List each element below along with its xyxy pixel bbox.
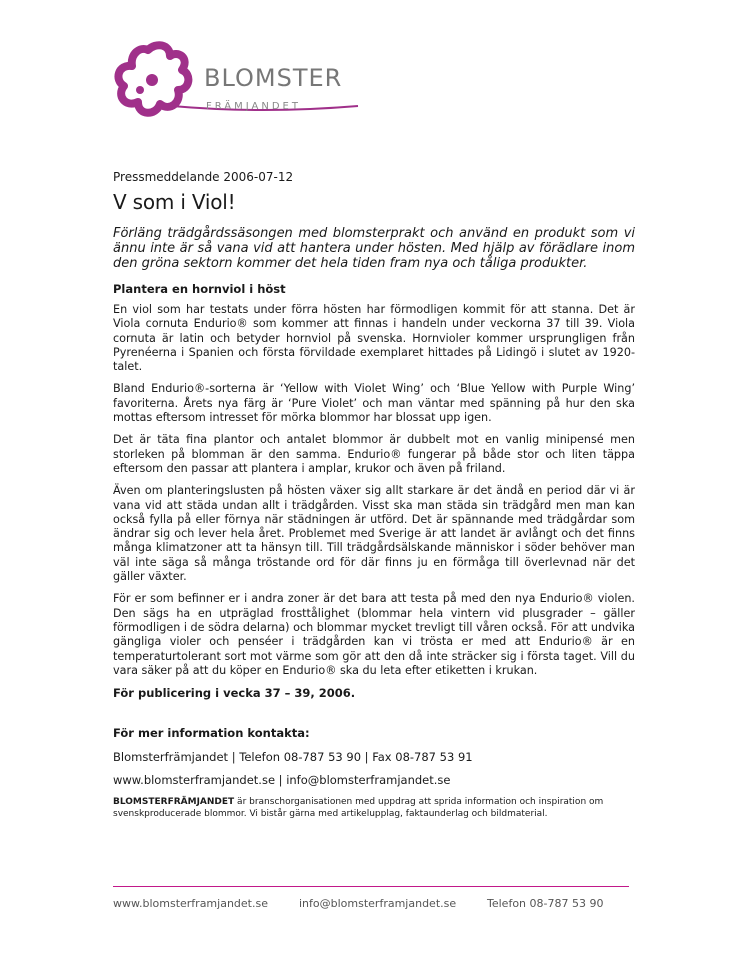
body-paragraph: En viol som har testats under förra hösten har förmodligen kommit för att stanna. Det är Viola cornuta Endurio® som kommer att finnas i handeln under veckorna 37 till 39. Viola cornuta är latin och betyder hornviol på svenska. Hornvioler kommer ursprungligen från Pyrenéerna i Spanien och första förvildade exemplaret hittades på Lidingö i slutet av 1920-talet. [113,303,635,374]
contact-phone-line: Blomsterfrämjandet | Telefon 08-787 53 90 | Fax 08-787 53 91 [113,750,473,765]
press-release [113,170,635,820]
body-paragraph: Bland Endurio®-sorterna är ‘Yellow with Violet Wing’ och ‘Blue Yellow with Purple Wing’ favoriterna. Årets nya färg är ‘Pure Violet’ och man väntar med spänning på hur den ska mottas eftersom intresset för mörka blommor har blossat upp igen. [113,382,635,425]
organization-name: BLOMSTERFRÄMJANDET [113,797,235,808]
contact-heading: För mer information kontakta: [113,726,310,741]
footer-email-link[interactable]: info@blomsterframjandet.se [299,897,457,910]
organization-note [113,796,635,820]
logo-name: BLOMSTER [204,64,343,92]
footer-website-link[interactable]: www.blomsterframjandet.se [113,897,268,910]
contact-web-line: www.blomsterframjandet.se | info@blomsterframjandet.se [113,773,451,788]
dateline: Pressmeddelande 2006-07-12 [113,170,294,184]
footer-phone: Telefon 08-787 53 90 [487,897,604,910]
section-heading: Plantera en hornviol i höst [113,282,286,296]
lead-paragraph: Förläng trädgårdssäsongen med blomsterprakt och använd en produkt som vi ännu inte är så vana vid att hantera under hösten. Med hjälp av förädlare inom den gröna sektorn kommer det hela tiden fram nya och tåliga produkter. [113,226,635,271]
body-paragraph: Även om planteringslusten på hösten växer sig allt starkare är det ändå en period där vi är vana vid att städa undan allt i trädgården. Visst ska man städa sin trädgård men man kan också fylla på eller förnya när städningen är utförd. Det är spännande med trädgårdar som ändrar sig och lever hela året. Problemet med Sverige är att landet är avlångt och det finns många klimatzoner att ta hänsyn till. Till trädgårdsälskande människor i söder behöver man väl inte säga så många tröstande ord för där finns ju en förmåga till överlevnad när det gäller växter. [113,484,635,584]
body-paragraph: Det är täta fina plantor och antalet blommor är dubbelt mot en vanlig minipensé men storleken på blomman är den samma. Endurio® fungerar på både stor och liten täppa eftersom den passar att plantera i amplar, krukor och även på friland. [113,433,635,475]
logo-subtitle: FRÄMJANDET [206,101,301,112]
footer-divider [113,886,629,887]
body-paragraph: För er som befinner er i andra zoner är det bara att testa på med den nya Endurio® violen. Den sägs ha en utpräglad frosttålighet (blommar hela vintern vid plusgrader – gäller förmodligen i de södra delarna) och blommar mycket trevligt till våren också. För att undvika gängliga violer och penséer i trädgården kan vi trösta er med att Endurio® är en temperaturtolerant sort mot värme som gör att den då inte sträcker sig i första taget. Vill du vara säker på att du köper en Endurio® ska du leta efter etiketten i krukan. [113,592,635,677]
publication-note: För publicering i vecka 37 – 39, 2006. [113,686,356,701]
page-title: V som i Viol! [113,190,236,214]
organization-description: är branschorganisationen med uppdrag att sprida information och inspiration om svenskproducerade blommor. Vi bistår gärna med artikelupplag, faktaunderlag och bildmaterial. [113,797,604,820]
logo [112,40,362,130]
